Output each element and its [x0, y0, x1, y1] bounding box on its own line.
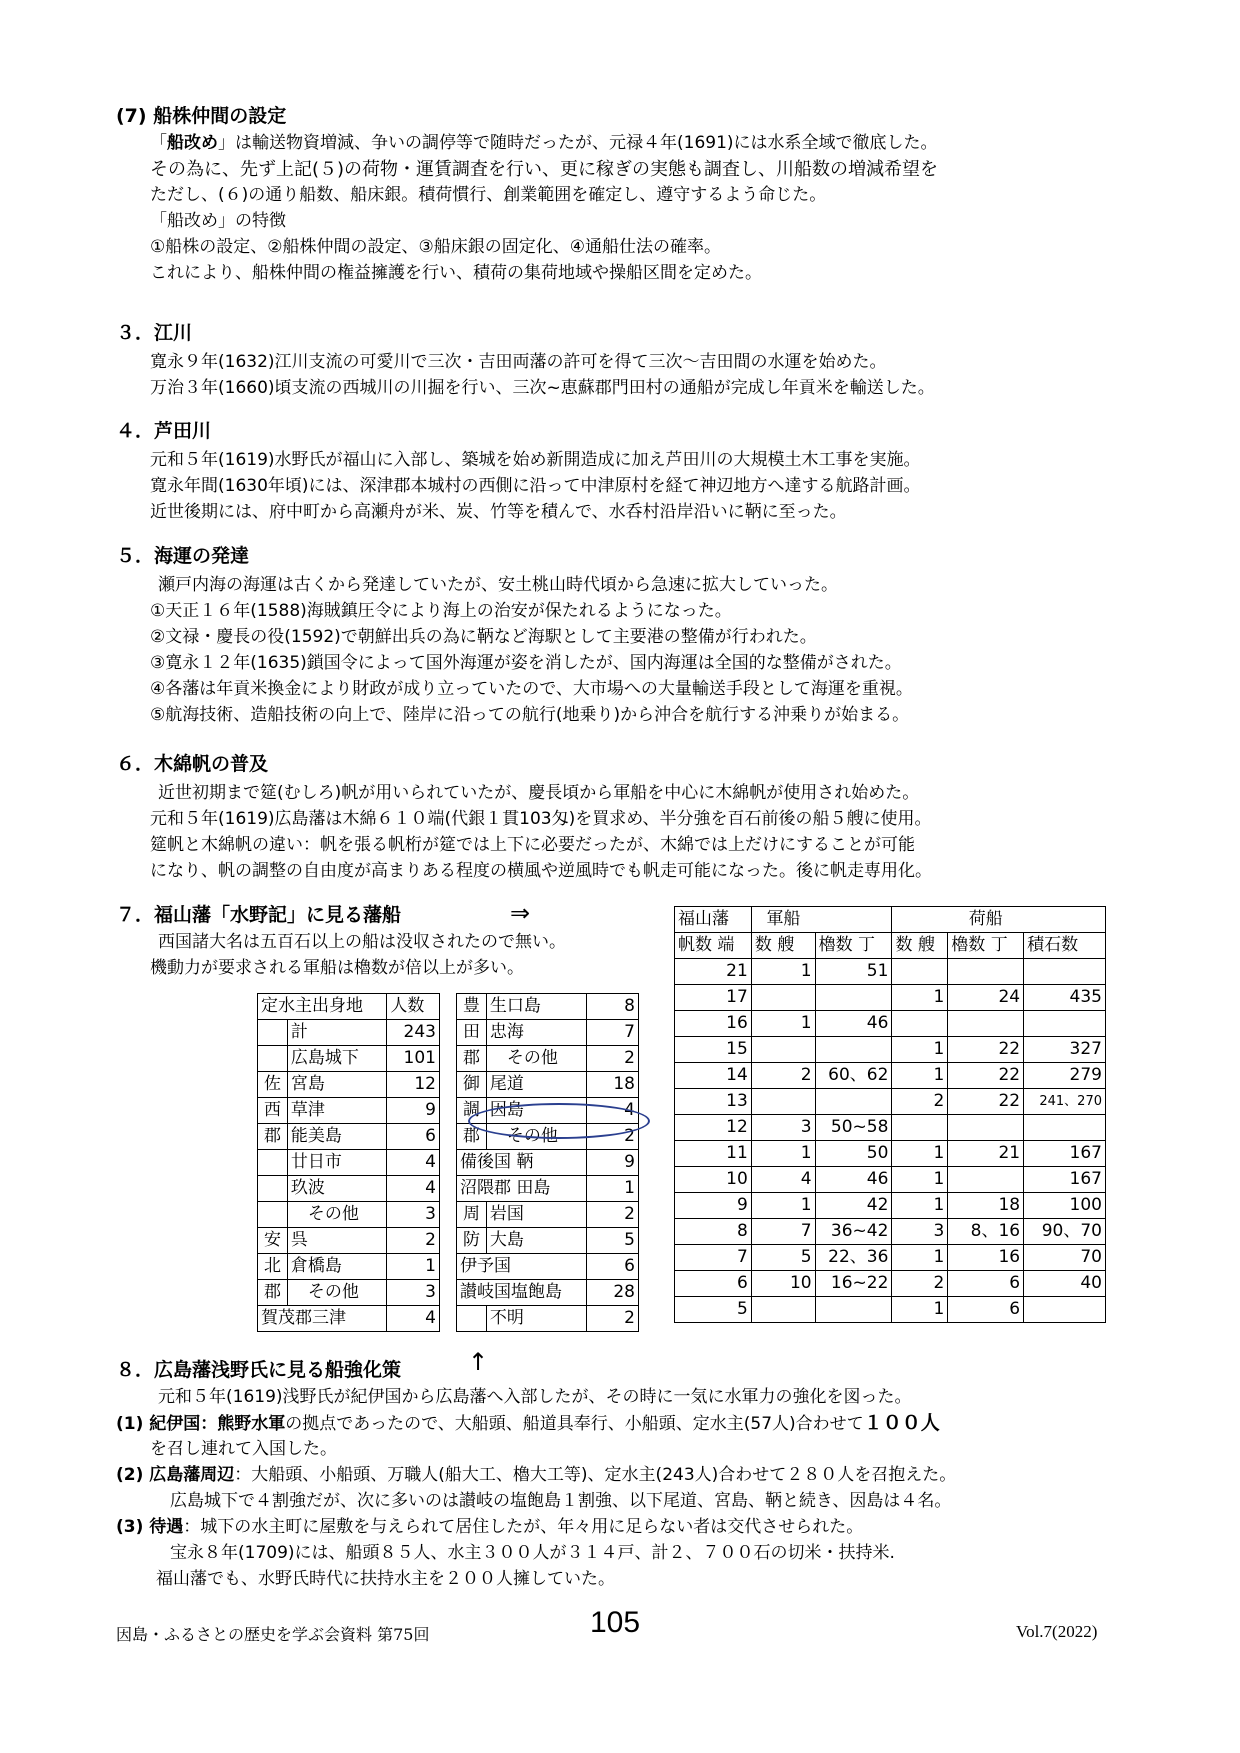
table-cell: 6: [948, 1271, 1024, 1297]
table-cell: 22、36: [815, 1245, 892, 1271]
table-cell: 14: [675, 1063, 752, 1089]
table-row: [675, 1037, 1106, 1063]
paragraph-line: ④各藩は年貢米換金により財政が成り立っていたので、大市場への大量輸送手段として海運を重視。: [150, 679, 913, 699]
table-row: [457, 1072, 639, 1098]
table-row: [675, 1115, 1106, 1141]
table-row: [675, 1063, 1106, 1089]
table-cell: [258, 1202, 288, 1228]
table-cell: 9: [387, 1098, 440, 1124]
table-cell: 北: [258, 1254, 288, 1280]
table-cell: 241、270: [1024, 1089, 1106, 1115]
table-cell: 16: [948, 1245, 1024, 1271]
table-cell: 1: [751, 1193, 815, 1219]
table-cell: 豊: [457, 994, 487, 1020]
table-cell: 1: [751, 959, 815, 985]
table-row: [457, 1228, 639, 1254]
crew-origin-table: [257, 993, 440, 1332]
table-cell: その他: [287, 1280, 386, 1306]
table-cell: 28: [586, 1280, 638, 1306]
table-cell: 16: [675, 1011, 752, 1037]
table-header: 櫓数 丁: [948, 933, 1024, 959]
table-cell: 4: [751, 1167, 815, 1193]
table-cell: 2: [387, 1228, 440, 1254]
table-row: [675, 1193, 1106, 1219]
table-cell: [948, 1115, 1024, 1141]
table-cell: 1: [892, 1141, 948, 1167]
table-cell: 2: [751, 1063, 815, 1089]
table-cell: 18: [586, 1072, 638, 1098]
table-row: [675, 1245, 1106, 1271]
table-header: 軍船: [751, 907, 815, 933]
table-cell: 御: [457, 1072, 487, 1098]
table-header: 定水主出身地: [258, 994, 387, 1020]
table-cell: 42: [815, 1193, 892, 1219]
paragraph-line: を召し連れて入国した。: [150, 1439, 337, 1459]
table-cell: 宮島: [287, 1072, 386, 1098]
paragraph-line: 瀬戸内海の海運は古くから発達していたが、安土桃山時代頃から急速に拡大していった。: [158, 575, 838, 595]
table-cell: 22: [948, 1063, 1024, 1089]
table-cell: [892, 959, 948, 985]
table-cell: 1: [751, 1011, 815, 1037]
table-row: [675, 1011, 1106, 1037]
table-cell: 6: [948, 1297, 1024, 1323]
table-cell: [1024, 1297, 1106, 1323]
table-cell: 5: [675, 1297, 752, 1323]
table-cell: [948, 1011, 1024, 1037]
table-row: [457, 1176, 639, 1202]
table-row: [457, 1280, 639, 1306]
table-cell: 忠海: [486, 1020, 586, 1046]
table-cell: 1: [892, 985, 948, 1011]
paragraph-line: ただし、(６)の通り船数、船床銀。積荷慣行、創業範囲を確定し、遵守するよう命じた。: [150, 185, 827, 205]
table-cell: 郡: [457, 1046, 487, 1072]
table-cell: 8: [675, 1219, 752, 1245]
table-cell: 9: [586, 1150, 638, 1176]
section-title: ７．福山藩「水野記」に見る藩船: [116, 904, 402, 926]
table-cell: その他: [287, 1202, 386, 1228]
table-cell: 435: [1024, 985, 1106, 1011]
highlight-oval: [468, 1103, 650, 1139]
table-cell: 9: [675, 1193, 752, 1219]
table-cell: 1: [387, 1254, 440, 1280]
table-cell: 伊予国: [457, 1254, 587, 1280]
paragraph-line: 元和５年(1619)浅野氏が紀伊国から広島藩へ入部したが、その時に一気に水軍力の強化を図った。: [158, 1387, 912, 1407]
paragraph-line: これにより、船株仲間の権益擁護を行い、積荷の集荷地域や操船区間を定めた。: [150, 263, 762, 283]
table-cell: 2: [586, 1306, 638, 1332]
table-cell: [815, 1037, 892, 1063]
table-cell: 2: [892, 1089, 948, 1115]
table-cell: [815, 985, 892, 1011]
table-cell: 21: [675, 959, 752, 985]
paragraph-line: その為に、先ず上記(５)の荷物・運賃調査を行い、更に稼ぎの実態も調査し、川船数の増減希望を: [150, 159, 939, 180]
table-row: [258, 1150, 440, 1176]
paragraph-line: 「船改め」の特徴: [150, 211, 286, 231]
section-title: ４．芦田川: [116, 420, 212, 442]
table-cell: 3: [892, 1219, 948, 1245]
table-cell: 倉橋島: [287, 1254, 386, 1280]
table-cell: 327: [1024, 1037, 1106, 1063]
table-cell: [258, 1176, 288, 1202]
table-cell: [1024, 1115, 1106, 1141]
table-cell: 4: [387, 1150, 440, 1176]
table-cell: 90、70: [1024, 1219, 1106, 1245]
paragraph-line: になり、帆の調整の自由度が高まりある程度の横風や逆風時でも帆走可能になった。後に帆走専用化。: [150, 861, 932, 881]
table-header: 数 艘: [892, 933, 948, 959]
paragraph-line: 元和５年(1619)水野氏が福山に入部し、築城を始め新開造成に加え芦田川の大規模土木工事を実施。: [150, 450, 921, 470]
footer-volume: Vol.7(2022): [1016, 1622, 1098, 1641]
table-row: [675, 1219, 1106, 1245]
table-cell: 12: [387, 1072, 440, 1098]
paragraph-line: (2) 広島藩周辺：大船頭、小船頭、万職人(船大工、櫓大工等)、定水主(243人)合わせて２８０人を召抱えた。: [116, 1465, 957, 1485]
table-cell: 広島城下: [287, 1046, 386, 1072]
table-cell: 167: [1024, 1141, 1106, 1167]
paragraph-line: (1) 紀伊国：熊野水軍の拠点であったので、大船頭、船道具奉行、小船頭、定水主(57人)合わせて１００人: [116, 1412, 940, 1434]
table-row: [457, 1306, 639, 1332]
paragraph-line: ②文禄・慶長の役(1592)で朝鮮出兵の為に鞆など海駅として主要港の整備が行われた。: [150, 627, 817, 647]
table-cell: 田: [457, 1020, 487, 1046]
table-cell: [892, 1011, 948, 1037]
table-cell: 4: [586, 1098, 638, 1124]
table-cell: 4: [387, 1176, 440, 1202]
table-cell: 大島: [486, 1228, 586, 1254]
table-row: [675, 1089, 1106, 1115]
paragraph-line: 寛永９年(1632)江川支流の可愛川で三次・吉田両藩の許可を得て三次～吉田間の水運を始めた。: [150, 352, 887, 372]
paragraph-line: 寛永年間(1630年頃)には、深津郡本城村の西側に沿って中津原村を経て神辺地方へ達する航路計画。: [150, 476, 921, 496]
table-cell: [1024, 1011, 1106, 1037]
paragraph-line: 広島城下で４割強だが、次に多いのは讃岐の塩飽島１割強、以下尾道、宮島、鞆と続き、因島は４名。: [170, 1491, 952, 1511]
table-cell: 6: [675, 1271, 752, 1297]
table-cell: 安: [258, 1228, 288, 1254]
section-title: ６．木綿帆の普及: [116, 753, 269, 775]
table-row: [457, 1020, 639, 1046]
table-cell: 2: [586, 1046, 638, 1072]
table-row: [457, 1202, 639, 1228]
paragraph-line: ①天正１６年(1588)海賊鎮圧令により海上の治安が保たれるようになった。: [150, 601, 732, 621]
table-cell: 7: [751, 1219, 815, 1245]
paragraph-line: ⑤航海技術、造船技術の向上で、陸岸に沿っての航行(地乗り)から沖合を航行する沖乗りが始まる。: [150, 705, 910, 725]
paragraph-line: 宝永８年(1709)には、船頭８５人、水主３００人が３１４戸、計２、７００石の切米・扶持米.: [170, 1543, 895, 1563]
table-cell: 能美島: [287, 1124, 386, 1150]
paragraph-line: (3) 待遇：城下の水主町に屋敷を与えられて居住したが、年々用に足らない者は交代させられた。: [116, 1517, 864, 1537]
table-cell: 3: [387, 1280, 440, 1306]
table-header: 櫓数 丁: [815, 933, 892, 959]
table-header: [1024, 907, 1106, 933]
table-cell: 51: [815, 959, 892, 985]
table-row: [258, 1228, 440, 1254]
table-cell: 7: [586, 1020, 638, 1046]
table-cell: 玖波: [287, 1176, 386, 1202]
table-row: [258, 1046, 440, 1072]
table-cell: 15: [675, 1037, 752, 1063]
right-arrow-icon: ⇒: [510, 899, 531, 927]
table-cell: [815, 1297, 892, 1323]
table-cell: 46: [815, 1011, 892, 1037]
table-header-row: [675, 907, 1106, 933]
table-header-row: [258, 994, 440, 1020]
table-cell: 279: [1024, 1063, 1106, 1089]
table-cell: 西: [258, 1098, 288, 1124]
table-cell: 10: [751, 1271, 815, 1297]
table-cell: 防: [457, 1228, 487, 1254]
table-header: 積石数: [1024, 933, 1106, 959]
table-cell: その他: [486, 1046, 586, 1072]
table-row: [675, 1297, 1106, 1323]
paragraph-line: 近世初期まで筵(むしろ)帆が用いられていたが、慶長頃から軍船を中心に木綿帆が使用され始めた。: [158, 783, 920, 803]
paragraph-line: 万治３年(1660)頃支流の西城川の川掘を行い、三次~恵蘇郡門田村の通船が完成し年貢米を輸送した。: [150, 378, 935, 398]
table-row: [457, 1150, 639, 1176]
table-cell: 50~58: [815, 1115, 892, 1141]
table-cell: 呉: [287, 1228, 386, 1254]
section-title: ８．広島藩浅野氏に見る船強化策: [116, 1359, 402, 1381]
table-cell: 16~22: [815, 1271, 892, 1297]
table-cell: 8、16: [948, 1219, 1024, 1245]
table-cell: 計: [287, 1020, 386, 1046]
table-cell: 10: [675, 1167, 752, 1193]
table-header: 福山藩: [675, 907, 752, 933]
table-cell: 5: [751, 1245, 815, 1271]
table-header-row: [675, 933, 1106, 959]
table-header: 荷船: [948, 907, 1024, 933]
table-row: [258, 1020, 440, 1046]
table-cell: その他: [486, 1124, 586, 1150]
table-cell: 郡: [258, 1124, 288, 1150]
table-cell: 1: [892, 1245, 948, 1271]
table-cell: [258, 1150, 288, 1176]
table-cell: 2: [892, 1271, 948, 1297]
table-row: [457, 1254, 639, 1280]
paragraph-line: ③寛永１２年(1635)鎖国令によって国外海運が姿を消したが、国内海運は全国的な整備がされた。: [150, 653, 902, 673]
table-cell: 1: [892, 1297, 948, 1323]
table-cell: 167: [1024, 1167, 1106, 1193]
table-cell: 17: [675, 985, 752, 1011]
fukuyama-ships-table: [674, 906, 1106, 1323]
paragraph-line: 近世後期には、府中町から高瀬舟が米、炭、竹等を積んで、水呑村沿岸沿いに鞆に至った。: [150, 502, 847, 522]
table-cell: 岩国: [486, 1202, 586, 1228]
table-cell: 50: [815, 1141, 892, 1167]
table-cell: 郡: [457, 1124, 487, 1150]
table-cell: 101: [387, 1046, 440, 1072]
crew-origin-table-2: [456, 993, 639, 1332]
table-cell: 8: [586, 994, 638, 1020]
table-cell: 郡: [258, 1280, 288, 1306]
table-row: [258, 1254, 440, 1280]
table-row: [258, 1202, 440, 1228]
up-arrow-icon: ↑: [468, 1348, 489, 1376]
table-cell: 廿日市: [287, 1150, 386, 1176]
table-cell: 60、62: [815, 1063, 892, 1089]
table-cell: 沼隈郡 田島: [457, 1176, 587, 1202]
paragraph-line: 筵帆と木綿帆の違い：帆を張る帆桁が筵では上下に必要だったが、木綿では上だけにすることが可能: [150, 835, 915, 855]
table-cell: 1: [892, 1037, 948, 1063]
table-row: [258, 1098, 440, 1124]
table-cell: 尾道: [486, 1072, 586, 1098]
table-header: 数 艘: [751, 933, 815, 959]
table-row: [675, 1271, 1106, 1297]
table-cell: 18: [948, 1193, 1024, 1219]
table-row: [258, 1124, 440, 1150]
table-row: [675, 1167, 1106, 1193]
table-cell: 因島: [486, 1098, 586, 1124]
page-number: 105: [590, 1606, 641, 1639]
table-cell: [751, 1037, 815, 1063]
paragraph-line: 機動力が要求される軍船は櫓数が倍以上が多い。: [150, 958, 524, 978]
table-row: [258, 1280, 440, 1306]
table-row: [457, 1046, 639, 1072]
table-cell: 1: [892, 1167, 948, 1193]
table-cell: 生口島: [486, 994, 586, 1020]
table-cell: 賀茂郡三津: [258, 1306, 387, 1332]
table-cell: 243: [387, 1020, 440, 1046]
table-cell: 4: [387, 1306, 440, 1332]
table-cell: 調: [457, 1098, 487, 1124]
paragraph-line: 元和５年(1619)広島藩は木綿６１０端(代銀１貫103匁)を買求め、半分強を百石前後の船５艘に使用。: [150, 809, 932, 829]
table-row: [258, 1176, 440, 1202]
table-cell: 22: [948, 1037, 1024, 1063]
paragraph-line: 福山藩でも、水野氏時代に扶持水主を２００人擁していた。: [156, 1569, 615, 1589]
table-cell: 讃岐国塩飽島: [457, 1280, 587, 1306]
table-cell: 22: [948, 1089, 1024, 1115]
table-row: [258, 1306, 440, 1332]
table-cell: 70: [1024, 1245, 1106, 1271]
table-cell: 100: [1024, 1193, 1106, 1219]
table-row: [457, 994, 639, 1020]
table-cell: [258, 1046, 288, 1072]
table-cell: [751, 1089, 815, 1115]
table-cell: 6: [387, 1124, 440, 1150]
table-cell: 1: [586, 1176, 638, 1202]
table-cell: 46: [815, 1167, 892, 1193]
paragraph-line: 「船改め」は輸送物資増減、争いの調停等で随時だったが、元禄４年(1691)には水系全域で徹底した。: [150, 133, 938, 153]
section-title: ３．江川: [116, 322, 193, 344]
table-row: [675, 959, 1106, 985]
table-header: 人数: [387, 994, 440, 1020]
footer-source: 因島・ふるさとの歴史を学ぶ会資料 第75回: [116, 1625, 430, 1644]
table-header: [815, 907, 892, 933]
section-title: ５．海運の発達: [116, 545, 250, 567]
table-cell: 13: [675, 1089, 752, 1115]
table-cell: 24: [948, 985, 1024, 1011]
table-cell: [815, 1089, 892, 1115]
table-cell: 12: [675, 1115, 752, 1141]
table-cell: 佐: [258, 1072, 288, 1098]
table-cell: 2: [586, 1202, 638, 1228]
table-cell: 6: [586, 1254, 638, 1280]
table-cell: [1024, 959, 1106, 985]
table-cell: 11: [675, 1141, 752, 1167]
table-cell: 1: [751, 1141, 815, 1167]
table-cell: [948, 959, 1024, 985]
table-cell: 36~42: [815, 1219, 892, 1245]
table-cell: [751, 1297, 815, 1323]
table-cell: 2: [586, 1124, 638, 1150]
table-cell: 備後国 鞆: [457, 1150, 587, 1176]
section-title: (7) 船株仲間の設定: [116, 105, 287, 127]
paragraph-line: 西国諸大名は五百石以上の船は没収されたので無い。: [158, 932, 566, 952]
table-cell: 40: [1024, 1271, 1106, 1297]
table-cell: 3: [387, 1202, 440, 1228]
table-header: 帆数 端: [675, 933, 752, 959]
paragraph-line: ①船株の設定、②船株仲間の設定、③船床銀の固定化、④通船仕法の確率。: [150, 237, 721, 257]
table-cell: 1: [892, 1063, 948, 1089]
table-cell: [751, 985, 815, 1011]
table-cell: 3: [751, 1115, 815, 1141]
table-row: [675, 985, 1106, 1011]
table-cell: 草津: [287, 1098, 386, 1124]
table-cell: [948, 1167, 1024, 1193]
table-cell: 5: [586, 1228, 638, 1254]
table-cell: 不明: [486, 1306, 586, 1332]
table-cell: 1: [892, 1193, 948, 1219]
table-cell: 周: [457, 1202, 487, 1228]
table-cell: [892, 1115, 948, 1141]
table-cell: [258, 1020, 288, 1046]
table-row: [258, 1072, 440, 1098]
table-cell: [457, 1306, 487, 1332]
table-cell: 21: [948, 1141, 1024, 1167]
table-cell: 7: [675, 1245, 752, 1271]
table-header: [892, 907, 948, 933]
table-row: [675, 1141, 1106, 1167]
